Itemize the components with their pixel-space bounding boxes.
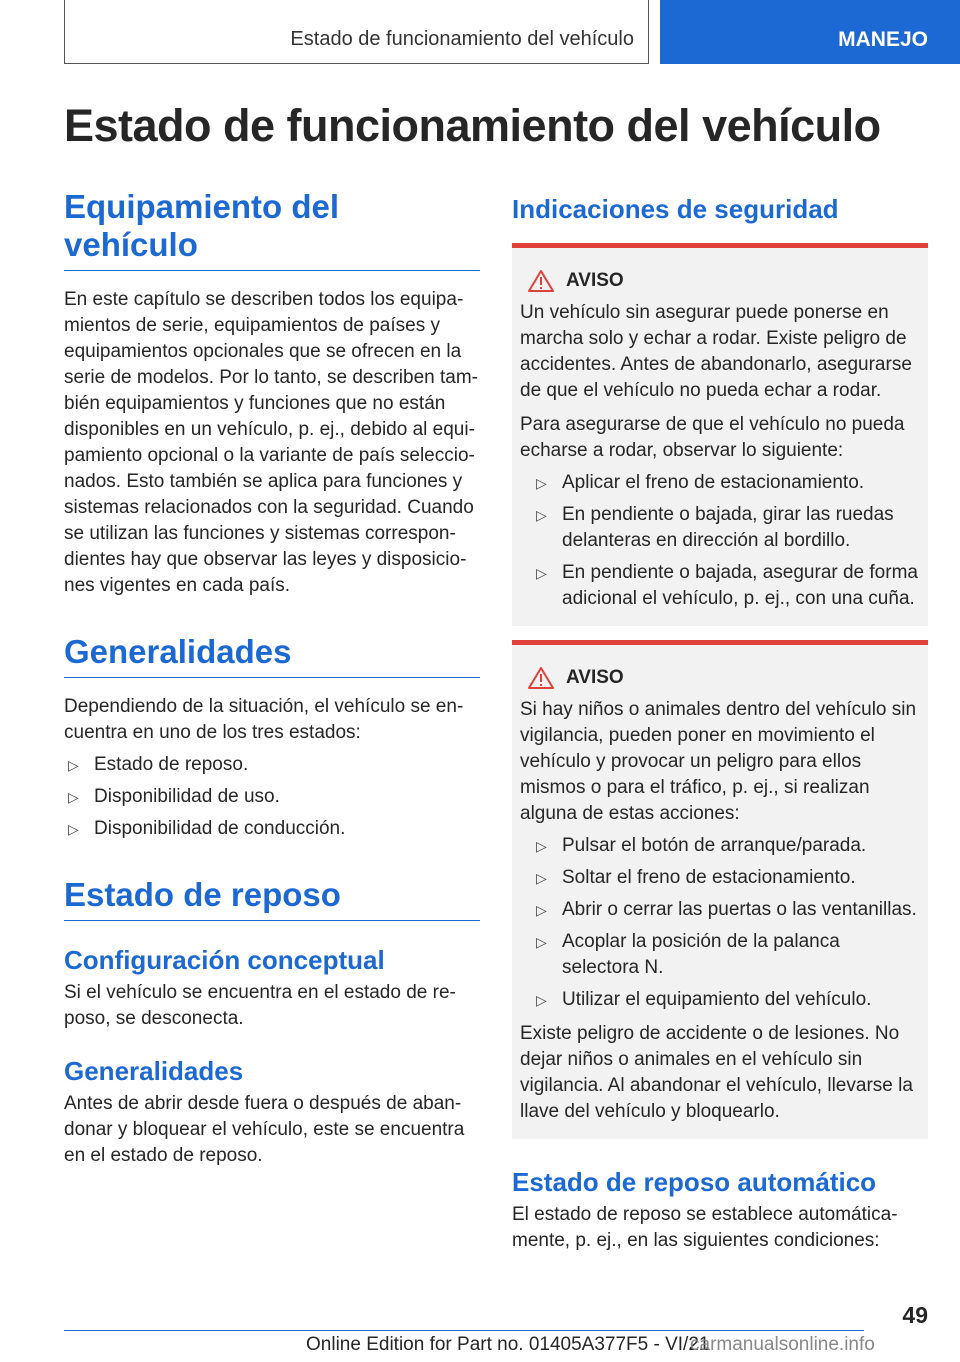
warning-triangle-icon [528, 270, 554, 292]
warning-text: Un vehículo sin asegurar puede ponerse en marcha solo y echar a rodar. Existe peligro de accidentes. Antes de abandonarlo, asegurarse de que el vehículo no pueda echar a rodar. [520, 302, 912, 401]
general2-heading: Generalidades [64, 1056, 244, 1086]
warning-header [520, 667, 920, 689]
list-item: ▷ Acoplar la posición de la palanca selectora N. [536, 931, 840, 978]
triangle-bullet-icon: ▷ [536, 992, 547, 1008]
list-item: ▷ En pendiente o bajada, asegurar de forma adicional el vehículo, p. ej., con una cuña. [536, 562, 918, 609]
footer-divider [64, 1330, 864, 1331]
safety-heading: Indicaciones de seguridad [512, 194, 839, 224]
auto-rest-text: El estado de reposo se establece automáticamente, p. ej., en las siguientes condiciones: [512, 1204, 898, 1251]
right-column [512, 188, 928, 1254]
general-heading: Generalidades [64, 633, 480, 678]
rest-state-heading: Estado de reposo [64, 876, 480, 921]
header-section-label: MANEJO [838, 28, 928, 51]
triangle-bullet-icon: ▷ [536, 475, 547, 491]
equipment-text: En este capítulo se describen todos los equipamientos de serie, equipamientos de países y equipamientos opcionales que se ofrecen en la serie de modelos. Por lo tanto, se describen también equipamientos y funciones que no están disponibles en un vehículo, p. ej., debido al equipamiento opcional o la variante de país seleccionados. Esto también se aplica para funciones y sistemas relacionados con la seguridad. Cuando se utilizan las funciones y sistemas correspondientes hay que observar las leyes y disposiciones vigentes en cada país. [64, 289, 478, 596]
list-item: ▷ Aplicar el freno de estacionamiento. [520, 470, 920, 496]
header-chapter-title: Estado de funcionamiento del vehículo [290, 28, 634, 50]
general2-text: Antes de abrir desde fuera o después de abandonar y bloquear el vehículo, este se encuentra en el estado de reposo. [64, 1093, 465, 1166]
warning-list [520, 833, 920, 1013]
triangle-bullet-icon: ▷ [536, 870, 547, 886]
triangle-bullet-icon: ▷ [536, 934, 547, 950]
list-item: ▷ Soltar el freno de estacionamiento. [520, 865, 920, 891]
triangle-bullet-icon: ▷ [536, 838, 547, 854]
equipment-heading: Equipamiento del vehículo [64, 188, 480, 271]
triangle-bullet-icon: ▷ [536, 507, 547, 523]
left-column [64, 188, 480, 1169]
page-title: Estado de funcionamiento del vehículo [64, 100, 881, 151]
warning-label: AVISO [566, 667, 624, 688]
triangle-bullet-icon: ▷ [68, 789, 79, 805]
warning-text: Si hay niños o animales dentro del vehículo sin vigilancia, pueden poner en movimiento el vehículo y provocar un peligro para ellos mismos o para el tráfico, p. ej., si realizan alguna de estas acciones: [520, 699, 917, 824]
warning-list [520, 470, 920, 612]
list-item: ▷ En pendiente o bajada, girar las ruedas delanteras en dirección al bordillo. [536, 504, 894, 551]
warning-label: AVISO [566, 270, 624, 291]
list-item: ▷ Utilizar el equipamiento del vehículo. [520, 987, 920, 1013]
header-section-tab [660, 0, 960, 64]
triangle-bullet-icon: ▷ [536, 902, 547, 918]
triangle-bullet-icon: ▷ [68, 757, 79, 773]
triangle-bullet-icon: ▷ [536, 565, 547, 581]
warning-text: Para asegurarse de que el vehículo no pueda echarse a rodar, observar lo siguiente: [520, 414, 905, 461]
states-list [64, 752, 480, 842]
list-item: ▷ Disponibilidad de conducción. [64, 816, 480, 842]
warning-triangle-icon [528, 667, 554, 689]
concept-heading: Configuración conceptual [64, 945, 385, 975]
list-item: ▷ Abrir o cerrar las puertas o las ventanillas. [520, 897, 920, 923]
page-number: 49 [902, 1302, 928, 1328]
warning-box-1 [512, 243, 928, 626]
header-chapter-box [64, 0, 649, 64]
auto-rest-heading: Estado de reposo automático [512, 1167, 877, 1197]
warning-text: Existe peligro de accidente o de lesiones. No dejar niños o animales en el vehículo sin vigilancia. Al abandonar el vehículo, llevarse la llave del vehículo y bloquearlo. [520, 1023, 913, 1122]
list-item: ▷ Estado de reposo. [64, 752, 480, 778]
general-text: Dependiendo de la situación, el vehículo se encuentra en uno de los tres estados: [64, 696, 464, 743]
footer-edition: Online Edition for Part no. 01405A377F5 - VI/21 [306, 1334, 710, 1355]
footer-watermark: carmanualsonline.info [690, 1334, 875, 1355]
list-item: ▷ Disponibilidad de uso. [64, 784, 480, 810]
warning-box-2 [512, 640, 928, 1139]
warning-header [520, 270, 920, 292]
list-item: ▷ Pulsar el botón de arranque/parada. [520, 833, 920, 859]
triangle-bullet-icon: ▷ [68, 821, 79, 837]
concept-text: Si el vehículo se encuentra en el estado de reposo, se desconecta. [64, 982, 456, 1029]
